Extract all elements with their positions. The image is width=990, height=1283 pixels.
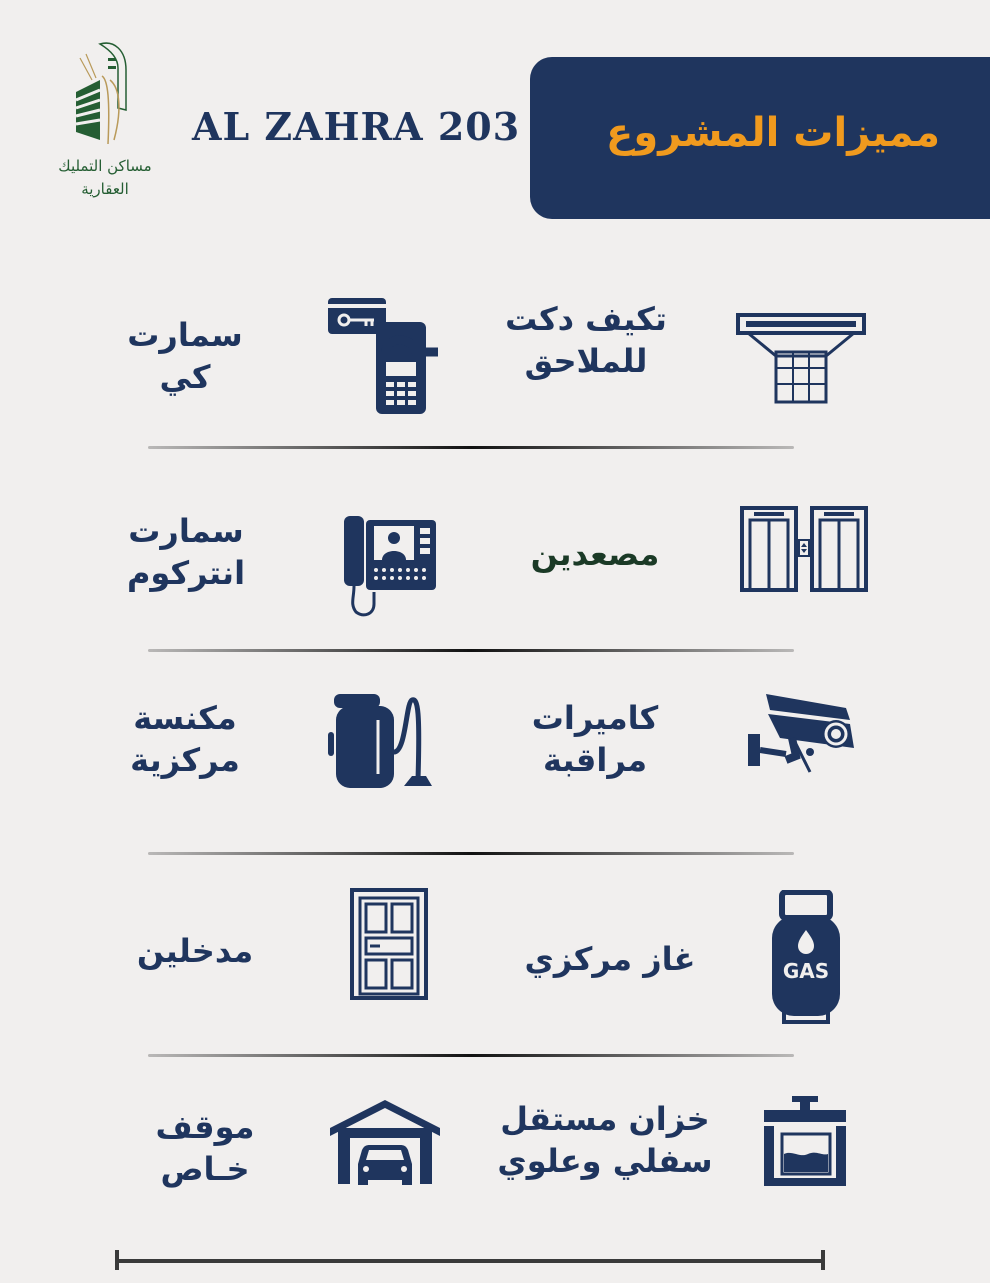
feature-label-duct-ac: تكيف دكت للملاحق — [505, 300, 667, 380]
feature-label-two-entrances: مدخلين — [136, 932, 254, 970]
water-tank-icon — [762, 1094, 848, 1188]
duct-ac-icon — [736, 312, 866, 404]
feature-label-smart-intercom: سمارت انتركوم — [126, 512, 246, 592]
divider — [148, 446, 794, 449]
banner-title: مميزات المشروع — [606, 110, 940, 156]
feature-label-elevators: مصعدين — [530, 535, 660, 573]
logo-name-line1: مساكن التمليك — [58, 157, 152, 175]
divider — [148, 1054, 794, 1057]
logo-name-line2: العقارية — [81, 180, 129, 198]
bottom-bar — [112, 1248, 828, 1272]
feature-label-central-gas: غاز مركزي — [524, 940, 696, 978]
intercom-icon — [340, 514, 438, 618]
divider — [148, 852, 794, 855]
svg-text:GAS: GAS — [782, 959, 830, 983]
smart-key-icon — [326, 296, 442, 416]
vacuum-icon — [326, 692, 436, 790]
feature-label-central-vacuum: مكنسة مركزية — [130, 699, 240, 779]
feature-label-cameras: كاميرات مراقبة — [531, 699, 659, 779]
security-camera-icon — [746, 690, 866, 776]
gas-cylinder-icon — [768, 890, 844, 1024]
feature-label-water-tank: خزان مستقل سفلي وعلوي — [497, 1100, 713, 1180]
divider — [148, 649, 794, 652]
door-icon — [350, 888, 428, 1000]
feature-label-private-parking: موقف خـاص — [155, 1108, 255, 1188]
project-name: AL ZAHRA 203 — [192, 104, 521, 149]
garage-icon — [328, 1098, 442, 1186]
elevator-icon — [740, 506, 868, 592]
company-logo-icon — [70, 40, 140, 152]
feature-label-smart-key: سمارت كي — [127, 316, 243, 396]
